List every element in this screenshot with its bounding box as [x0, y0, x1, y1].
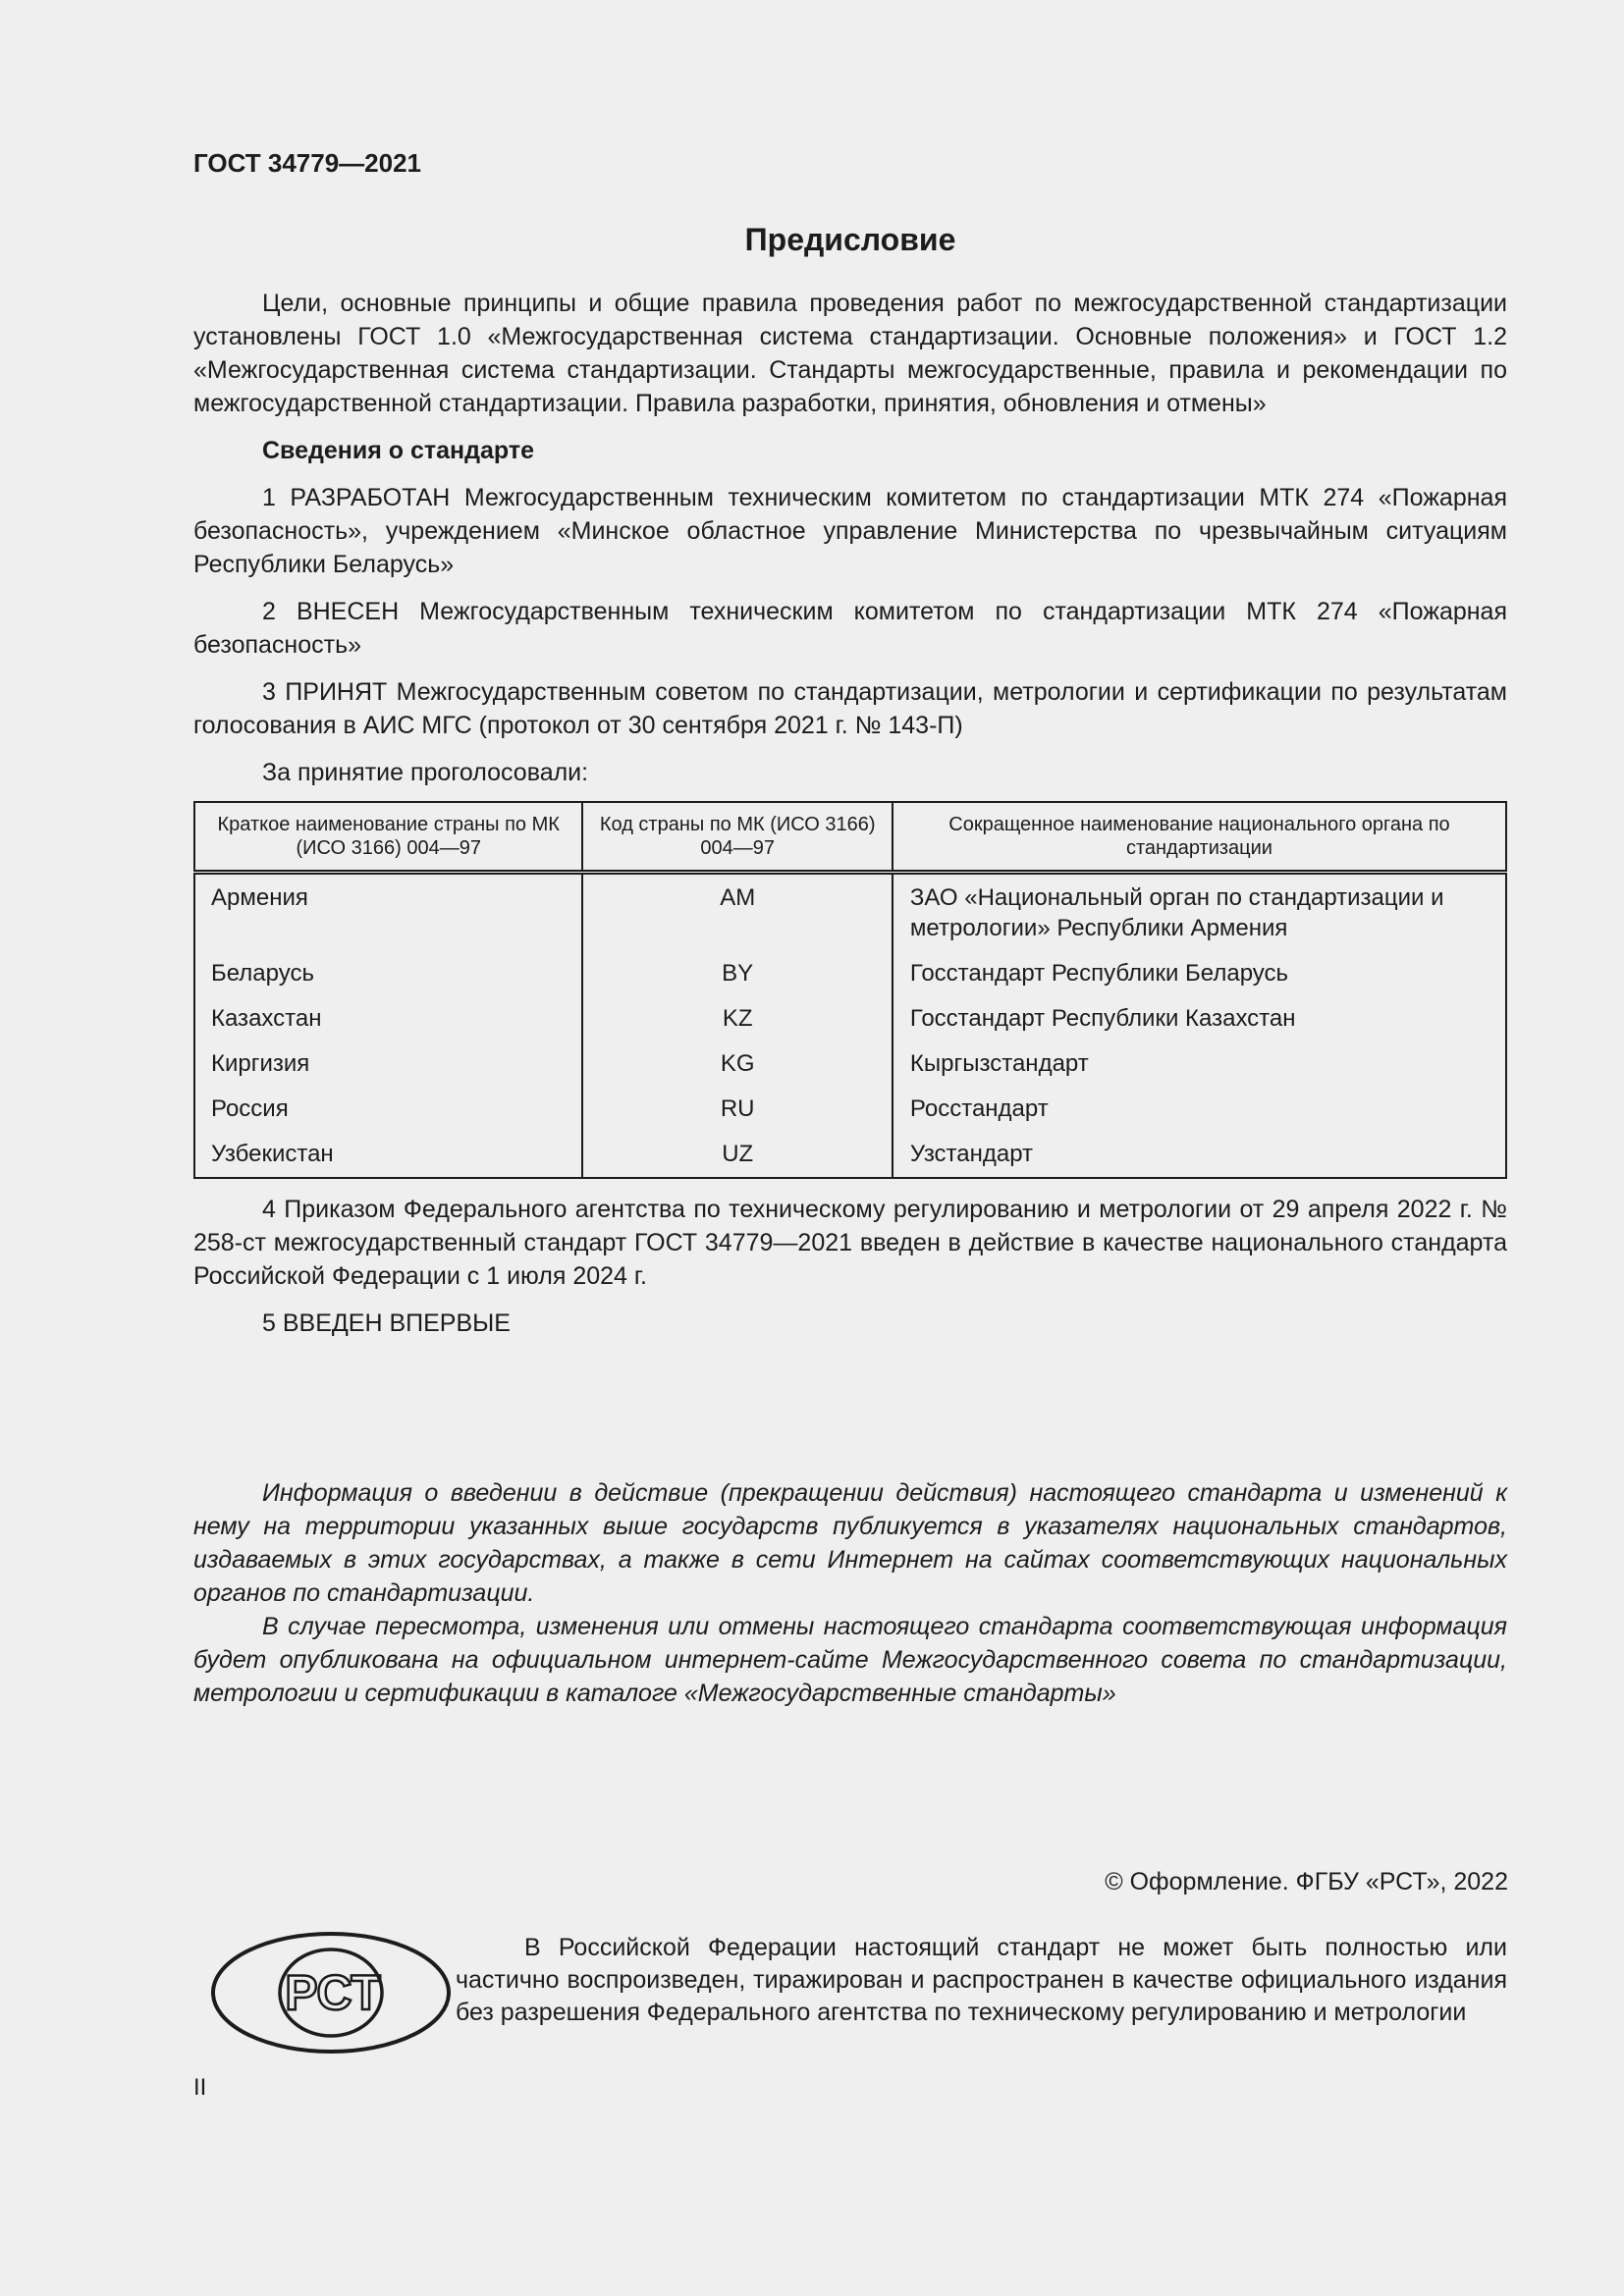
code-cell: KG: [582, 1038, 892, 1083]
page-number: II: [193, 2074, 207, 2101]
rst-logo-text: РСТ: [285, 1965, 381, 2020]
body-cell: Госстандарт Республики Казахстан: [893, 992, 1506, 1038]
col-header-country: Краткое наименование страны по МК (ИСО 3166) 004—97: [194, 802, 582, 873]
item-adopted: 3 ПРИНЯТ Межгосударственным советом по стандартизации, метрологии и сертификации по результатам голосования в АИС МГС (протокол от 30 сентября 2021 г. № 143-П): [193, 678, 1507, 739]
country-cell: Беларусь: [194, 947, 582, 992]
copyright-line: © Оформление. ФГБУ «РСТ», 2022: [1105, 1868, 1508, 1896]
code-cell: AM: [582, 873, 892, 948]
table-row: [194, 1083, 1506, 1128]
info-paragraph-publication: Информация о введении в действие (прекращении действия) настоящего стандарта и изменений к нему на территории указанных выше государств публикуется в указателях национальных стандартов, издаваемых в этих государствах, а также в сети Интернет на сайтах соответствующих национальных органов по стандартизации.: [193, 1479, 1507, 1607]
body-cell: ЗАО «Национальный орган по стандартизации и метрологии» Республики Армения: [893, 873, 1506, 948]
item-developed: 1 РАЗРАБОТАН Межгосударственным техническим комитетом по стандартизации МТК 274 «Пожарная безопасность», учреждением «Минское областное управление Министерства по чрезвычайным ситуациям Республики Беларусь»: [193, 484, 1507, 578]
country-cell: Казахстан: [194, 992, 582, 1038]
standard-info-subheading: Сведения о стандарте: [262, 437, 535, 464]
code-cell: BY: [582, 947, 892, 992]
col-header-body: Сокращенное наименование национального органа по стандартизации: [893, 802, 1506, 873]
table-row: [194, 992, 1506, 1038]
rst-logo-icon: [209, 1930, 453, 2056]
body-cell: Узстандарт: [893, 1128, 1506, 1178]
country-cell: Киргизия: [194, 1038, 582, 1083]
body-cell: Кыргызстандарт: [893, 1038, 1506, 1083]
item-submitted: 2 ВНЕСЕН Межгосударственным техническим комитетом по стандартизации МТК 274 «Пожарная безопасность»: [193, 598, 1507, 659]
table-row: [194, 873, 1506, 948]
table-row: [194, 1128, 1506, 1178]
table-row: [194, 1038, 1506, 1083]
voted-label: За принятие проголосовали:: [262, 759, 589, 786]
body-cell: Росстандарт: [893, 1083, 1506, 1128]
foreword-content: [193, 287, 1507, 1340]
enactment-info-block: [193, 1476, 1507, 1710]
code-cell: UZ: [582, 1128, 892, 1178]
copyright-notice: [456, 1932, 1507, 2029]
code-cell: RU: [582, 1083, 892, 1128]
info-paragraph-revision: В случае пересмотра, изменения или отмены настоящего стандарта соответствующая информация будет опубликована на официальном интернет-сайте Межгосударственного совета по стандартизации, метрологии и сертификации в каталоге «Межгосударственные стандарты»: [193, 1613, 1507, 1707]
table-row: [194, 947, 1506, 992]
document-id-header: ГОСТ 34779—2021: [193, 148, 421, 178]
code-cell: KZ: [582, 992, 892, 1038]
page-title: Предисловие: [744, 222, 956, 257]
country-cell: Армения: [194, 873, 582, 948]
item-first-introduced: 5 ВВЕДЕН ВПЕРВЫЕ: [262, 1309, 511, 1337]
voting-states-table: [193, 801, 1507, 1179]
body-cell: Госстандарт Республики Беларусь: [893, 947, 1506, 992]
table-header-row: [194, 802, 1506, 873]
country-cell: Узбекистан: [194, 1128, 582, 1178]
country-cell: Россия: [194, 1083, 582, 1128]
intro-paragraph: Цели, основные принципы и общие правила проведения работ по межгосударственной стандартизации установлены ГОСТ 1.0 «Межгосударственная система стандартизации. Основные положения» и ГОСТ 1.2 «Межгосударственная система стандартизации. Стандарты межгосударственные, правила и рекомендации по межгосударственной стандартизации. Правила разработки, принятия, обновления и отмены»: [193, 290, 1507, 417]
item-enacted: 4 Приказом Федерального агентства по техническому регулированию и метрологии от 29 апреля 2022 г. № 258-ст межгосударственный стандарт ГОСТ 34779—2021 введен в действие в качестве национального стандарта Российской Федерации с 1 июля 2024 г.: [193, 1196, 1507, 1290]
notice-text: В Российской Федерации настоящий стандарт не может быть полностью или частично воспроизведен, тиражирован и распространен в качестве официального издания без разрешения Федерального агентства по техническому регулированию и метрологии: [456, 1934, 1507, 2026]
col-header-code: Код страны по МК (ИСО 3166) 004—97: [582, 802, 892, 873]
